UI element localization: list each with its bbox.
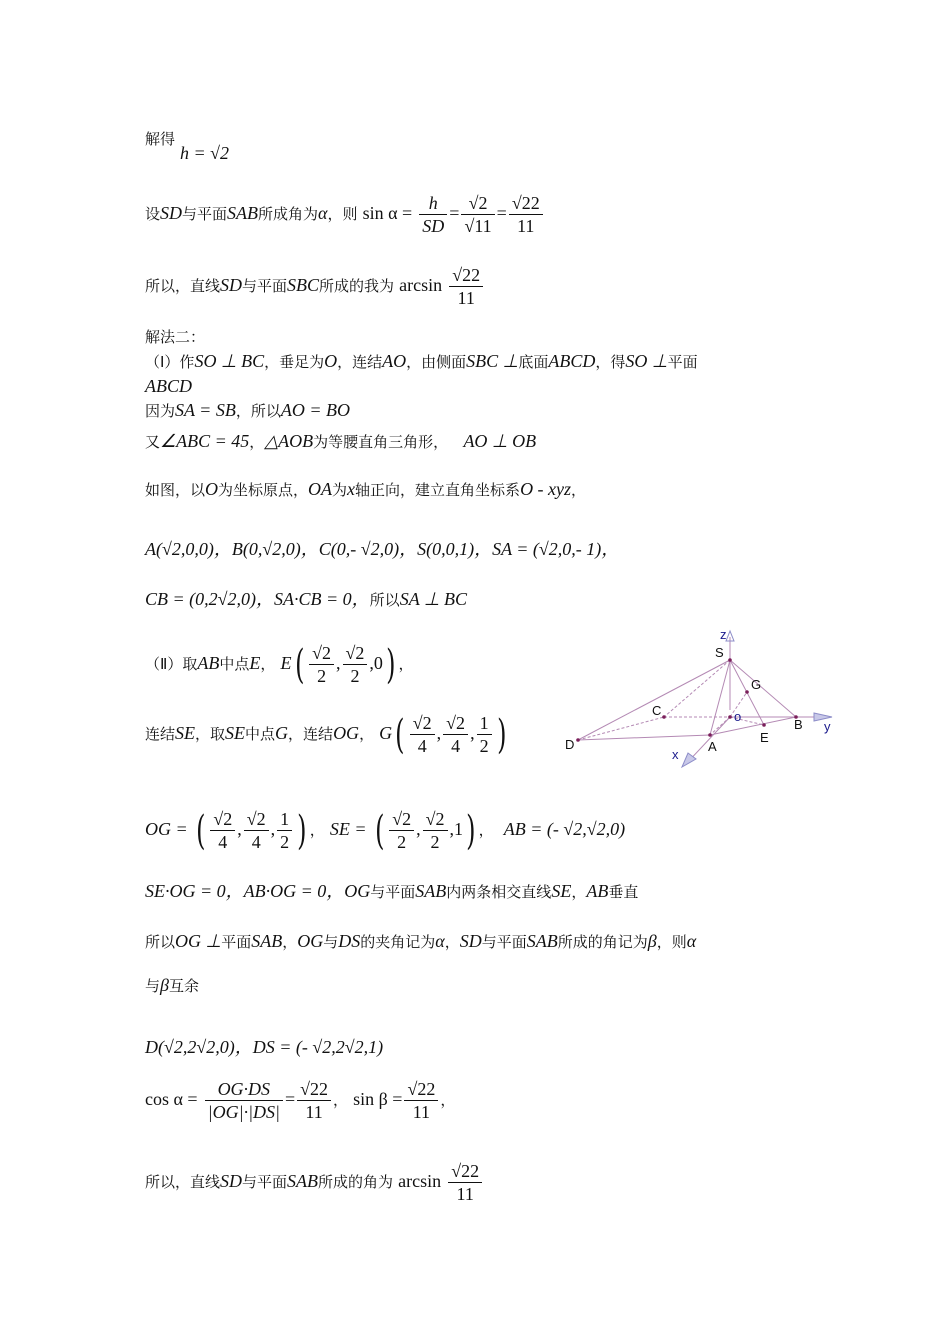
math: ABCD [548, 351, 596, 371]
label-d: D [565, 737, 575, 752]
text: 为坐标原点， [218, 481, 309, 499]
math: O [205, 479, 219, 499]
figure-lines [578, 637, 830, 765]
numerator: 1 [477, 712, 492, 735]
text: 解得 [145, 130, 176, 148]
fraction [419, 192, 447, 237]
text: 连结 [145, 725, 176, 743]
math: sin α = [362, 203, 413, 223]
math: CB = (0,2√2,0)，SA·CB = 0， [145, 589, 370, 609]
math: SAB [415, 881, 447, 901]
math: SAB [227, 203, 259, 223]
math: OG [344, 881, 371, 901]
math: SE [225, 723, 246, 743]
edge-sd [578, 660, 730, 740]
fraction [205, 1078, 283, 1123]
fraction [410, 712, 435, 757]
numerator: √2 [443, 712, 468, 735]
text: 所以 [145, 933, 176, 951]
pyramid-figure [560, 625, 850, 775]
text: 为等腰直角三角形， [313, 433, 449, 451]
math: arcsin [398, 1171, 442, 1191]
fraction [423, 808, 448, 853]
text: ， [333, 1091, 349, 1109]
denominator: |OG|·|DS| [207, 1102, 280, 1122]
text: 中点 [245, 725, 276, 743]
text: 所成的角记为 [557, 933, 648, 951]
line-sa-perp-bc [145, 588, 467, 611]
fraction [277, 808, 292, 853]
math: SD [160, 203, 183, 223]
text: 因为 [145, 402, 176, 420]
math: α [686, 931, 697, 951]
line-abc-45 [145, 430, 536, 453]
text: 与平面 [242, 277, 288, 295]
line-midpoint-g: 连结SE，取SE中点G，连结OG， G( $\frac{√2}{4}$ , $\frac{√2}{4}$ , $\frac{1}{2}$ ) [145, 711, 507, 758]
denominator: 11 [456, 1184, 474, 1204]
text: 所以，直线 [145, 277, 221, 295]
math: α [318, 203, 328, 223]
math: SO ⊥ BC [194, 351, 265, 371]
fraction [389, 808, 414, 853]
text: ，连结 [288, 725, 334, 743]
fraction [210, 808, 235, 853]
denominator: 2 [430, 832, 440, 852]
numerator: √2 [244, 808, 269, 831]
point-s [728, 658, 732, 662]
denominator: 2 [350, 666, 360, 686]
denominator: 4 [251, 832, 261, 852]
math: AO [382, 351, 407, 371]
denominator: SD [422, 216, 445, 236]
math: SE·OG = 0，AB·OG = 0， [145, 881, 345, 901]
text: ， [571, 883, 587, 901]
text: ，连结 [337, 353, 383, 371]
math: SAB [251, 931, 283, 951]
text: 所以 [369, 591, 400, 609]
numerator: √2 [461, 192, 494, 215]
text: 解法二： [145, 328, 206, 346]
denominator: 4 [417, 736, 427, 756]
denominator: 4 [451, 736, 461, 756]
math: h = √2 [180, 143, 230, 163]
math: β [160, 975, 169, 995]
point-a [708, 733, 712, 737]
numerator: h [419, 192, 447, 215]
math: SD [459, 931, 482, 951]
line-og-perp [145, 880, 638, 903]
formula-h [180, 142, 229, 165]
text: 为 [332, 481, 348, 499]
math: x [347, 479, 356, 499]
line-d-ds [145, 1036, 383, 1059]
text: 轴正向，建立直角坐标系 [355, 481, 521, 499]
math: O [324, 351, 338, 371]
math: SE [175, 723, 196, 743]
line-angle-sbc [145, 264, 485, 309]
math: α [435, 931, 445, 951]
label-o: o [734, 709, 742, 724]
line-part-one [145, 350, 698, 373]
numerator: √2 [343, 642, 368, 665]
text: 与 [145, 977, 161, 995]
point-o [728, 715, 732, 719]
math: AB = (- √2,√2,0) [503, 819, 626, 839]
math: SO ⊥ [625, 351, 668, 371]
denominator: 11 [412, 1102, 431, 1122]
point-e [762, 723, 766, 727]
text: ， [571, 481, 587, 499]
text: 所成角为 [258, 205, 319, 223]
math: SAB [526, 931, 558, 951]
line-sa-sb [145, 399, 350, 422]
math: OG = [145, 819, 188, 839]
math: SBC [287, 275, 320, 295]
numerator: √22 [297, 1078, 331, 1101]
text: ， [282, 933, 298, 951]
text: 与平面 [370, 883, 416, 901]
math: ∠ABC = 45 [160, 431, 250, 451]
fraction [477, 712, 492, 757]
numerator: 1 [277, 808, 292, 831]
numerator: √2 [389, 808, 414, 831]
denominator: 4 [218, 832, 228, 852]
numerator: √22 [404, 1078, 438, 1101]
math: D(√2,2√2,0)，DS = (- √2,2√2,1) [145, 1037, 384, 1057]
text: 底面 [518, 353, 549, 371]
line-coordinate-system [145, 478, 586, 501]
math: ,1 [449, 819, 463, 839]
numerator: √2 [423, 808, 448, 831]
fraction [404, 1078, 438, 1123]
edge-da [578, 735, 710, 740]
math: E [249, 653, 261, 673]
edge-ab [710, 717, 796, 735]
math: DS [338, 931, 361, 951]
fraction [343, 642, 368, 687]
text: ，所以 [235, 402, 281, 420]
line-point-coordinates [145, 538, 619, 561]
text: ， [478, 821, 494, 839]
text: 与 [323, 933, 339, 951]
line-part-two-e: （Ⅱ）取AB中点E， E( $\frac{√2}{2}$ , $\frac{√2}{2}$ ,0) ， [145, 641, 414, 688]
text: ，则 [656, 933, 687, 951]
math: AO ⊥ OB [463, 431, 537, 451]
math: O - xyz [520, 479, 572, 499]
line-og-se-ab: OG = ( $\frac{√2}{4}$ , $\frac{√2}{4}$ , $\frac{1}{2}$ ) ， SE = ( $\frac{√2}{2}$ , $\frac{√2}{2}$ ,1) ， AB = (- √2,√2,0) [145, 807, 626, 854]
denominator: 2 [397, 832, 407, 852]
line-angle-names [145, 930, 696, 953]
point-g [745, 690, 749, 694]
math: SE [551, 881, 572, 901]
text: 平面 [667, 353, 698, 371]
denominator: 2 [479, 736, 489, 756]
denominator: 11 [457, 288, 475, 308]
numerator: √22 [448, 1160, 482, 1183]
text: ， [440, 1091, 456, 1109]
label-s: S [715, 645, 724, 660]
math: E [280, 653, 292, 673]
text: ，由侧面 [406, 353, 467, 371]
numerator: √22 [509, 192, 543, 215]
text: 与平面 [242, 1173, 288, 1191]
fraction [449, 264, 483, 309]
math: cos α = [145, 1089, 198, 1109]
line-solve-h [145, 128, 175, 150]
denominator: 11 [305, 1102, 323, 1122]
denominator: 11 [517, 216, 535, 236]
math: SAB [287, 1171, 319, 1191]
math: AB [197, 653, 220, 673]
denominator: √11 [464, 216, 492, 236]
math: SA ⊥ BC [399, 589, 468, 609]
math: SD [220, 275, 243, 295]
fraction [297, 1078, 331, 1123]
text: 所以，直线 [145, 1173, 221, 1191]
line-abcd [145, 375, 192, 398]
label-x: x [672, 747, 679, 762]
text: ， [309, 821, 325, 839]
fraction [461, 192, 494, 237]
text: 的夹角记为 [360, 933, 436, 951]
math: β [647, 931, 657, 951]
label-y: y [824, 719, 831, 734]
math: SE = [329, 819, 367, 839]
text: ， [444, 933, 460, 951]
numerator: √2 [210, 808, 235, 831]
line-cos-sin [145, 1078, 455, 1123]
point-d [576, 738, 580, 742]
text: 与平面 [481, 933, 527, 951]
label-c: C [652, 703, 662, 718]
text: 又 [145, 433, 161, 451]
numerator: √2 [309, 642, 334, 665]
text: ， [260, 655, 276, 673]
text: ， [359, 725, 375, 743]
text: 所成的我为 [319, 277, 395, 295]
fraction [244, 808, 269, 853]
numerator: √22 [449, 264, 483, 287]
label-a: A [708, 739, 717, 754]
math: SD [220, 1171, 243, 1191]
math: = [284, 1089, 296, 1109]
edge-dc [578, 717, 664, 740]
math: OG [297, 931, 324, 951]
text: 所成的角为 [318, 1173, 394, 1191]
numerator: OG·DS [205, 1078, 283, 1101]
label-b: B [794, 717, 803, 732]
math: arcsin [399, 275, 443, 295]
math: G [275, 723, 289, 743]
math: AB [586, 881, 609, 901]
text: 中点 [219, 655, 250, 673]
text: 平面 [221, 933, 252, 951]
text: 设 [145, 205, 161, 223]
math: SBC ⊥ [466, 351, 519, 371]
text: ，得 [595, 353, 626, 371]
math: OG ⊥ [175, 931, 222, 951]
heading-method-two [145, 326, 205, 348]
text: ，取 [195, 725, 226, 743]
text: 如图，以 [145, 481, 206, 499]
text: ，则 [327, 205, 358, 223]
numerator: √2 [410, 712, 435, 735]
math: A(√2,0,0)，B(0,√2,0)，C(0,- √2,0)，S(0,0,1)，SA = (√2,0,- 1)， [145, 539, 620, 559]
text: 与平面 [182, 205, 228, 223]
edge-sc [664, 660, 730, 717]
text: ， [249, 433, 265, 451]
denominator: 2 [317, 666, 327, 686]
text: （Ⅱ）取 [145, 655, 198, 673]
label-g: G [751, 677, 762, 692]
denominator: 2 [280, 832, 290, 852]
fraction [509, 192, 543, 237]
line-conclusion [145, 1160, 484, 1205]
math: ABCD [145, 376, 192, 396]
text: （Ⅰ）作 [145, 353, 195, 371]
text: 垂直 [608, 883, 639, 901]
fraction [309, 642, 334, 687]
label-z: z [720, 627, 727, 642]
math: △AOB [264, 431, 314, 451]
text: 互余 [168, 977, 199, 995]
line-complementary [145, 974, 199, 997]
text: ，垂足为 [264, 353, 325, 371]
math: G [379, 723, 393, 743]
label-e: E [760, 730, 769, 745]
math: sin β = [353, 1089, 403, 1109]
fraction [443, 712, 468, 757]
edge-sa [710, 660, 730, 735]
text: 内两条相交直线 [446, 883, 552, 901]
math: SA = SB [175, 400, 236, 420]
math: AO = BO [280, 400, 350, 420]
math: OG [333, 723, 360, 743]
point-c [662, 715, 666, 719]
text: ， [398, 655, 414, 673]
math: ,0 [369, 653, 383, 673]
line-angle-sab: 设SD与平面SAB所成角为α，则 sin α = $\frac{h}{SD}$ = $\frac{√2}{√11}$ = $\frac{√22}{11}$ [145, 192, 545, 237]
math: OA [308, 479, 333, 499]
fraction [448, 1160, 482, 1205]
